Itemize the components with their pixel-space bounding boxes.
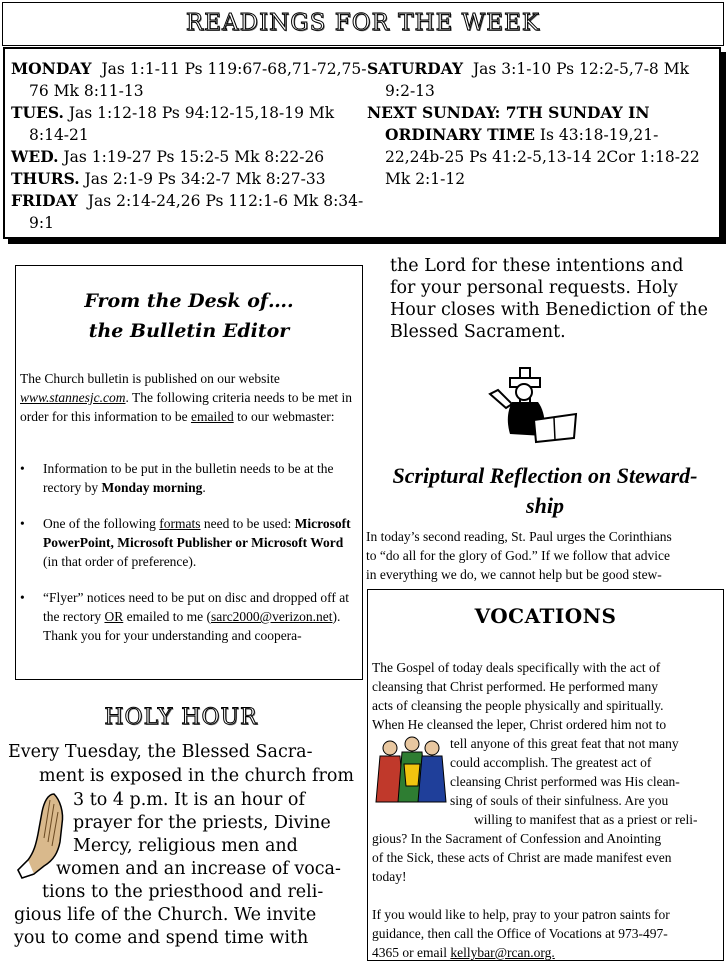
reading-text: Jas 2:14-24,26 Ps 112:1-6 Mk 8:34-9:1 <box>29 192 364 232</box>
reflection-title-line2: ship <box>526 493 564 518</box>
list-item-deadline <box>20 459 360 497</box>
emailed-text: emailed <box>190 409 234 424</box>
reading-text: Jas 2:1-9 Ps 34:2-7 Mk 8:27-33 <box>84 170 326 188</box>
reflection-line: to “do all for the glory of God.” If we follow that advice <box>366 548 671 563</box>
website-link[interactable]: www.stannesjc.com <box>20 390 126 405</box>
bullet-icon: • <box>20 461 25 476</box>
holy-hour-continued-line: the Lord for these intentions and <box>390 256 684 276</box>
email-link[interactable]: sarc2000@verizon.net <box>210 609 333 624</box>
holy-hour-title: HOLY HOUR <box>104 705 258 730</box>
intro-text: to our webmaster: <box>233 409 335 424</box>
vocations-line: tell anyone of this great feat that not many <box>450 736 679 751</box>
reading-text: Jas 1:12-18 Ps 94:12-15,18-19 Mk 8:14-21 <box>29 104 335 144</box>
item-text: One of the following <box>43 516 160 531</box>
vocations-box <box>367 589 724 961</box>
reading-tuesday <box>11 102 367 146</box>
bullet-icon: • <box>20 516 25 531</box>
editor-list <box>20 588 360 645</box>
or-text: OR <box>104 609 124 624</box>
help-text: 4365 or email <box>372 945 451 960</box>
reading-wednesday <box>11 146 367 168</box>
holy-hour-continued-line: for your personal requests. Holy <box>390 278 678 298</box>
saints-figures-icon <box>374 734 448 806</box>
vocations-line: When He cleansed the leper, Christ ordered him not to <box>372 717 667 732</box>
vocations-line: cleansing Christ performed was His clean- <box>450 774 680 789</box>
holy-hour-line: women and an increase of voca- <box>56 859 341 879</box>
item-text: (in that order of preference). <box>43 554 197 569</box>
software-text: Microsoft PowerPoint, Microsoft Publisher or Microsoft Word <box>43 516 351 550</box>
holy-hour-continued-line: Hour closes with Benediction of the <box>390 300 708 320</box>
vocations-line: cleansing that Christ performed. He performed many <box>372 679 659 694</box>
item-text: need to be used: <box>200 516 295 531</box>
editor-list <box>20 459 360 497</box>
reading-text: Jas 1:19-27 Ps 15:2-5 Mk 8:22-26 <box>63 148 325 166</box>
holy-hour-line: tions to the priesthood and reli- <box>42 882 324 902</box>
editor-intro <box>20 369 356 426</box>
editor-list <box>20 514 360 571</box>
holy-hour-line: Every Tuesday, the Blessed Sacra- <box>8 742 313 762</box>
reading-text: Is 43:18-19,21-22,24b-25 Ps 41:2-5,13-14 2Cor 1:18-22 Mk 2:1-12 <box>385 126 700 188</box>
item-text: ). <box>332 609 341 624</box>
reflection-title <box>370 461 720 521</box>
bulletin-editor-box <box>15 265 363 680</box>
list-item-flyer <box>20 588 360 645</box>
reading-monday <box>11 58 367 102</box>
holy-hour-line: ment is exposed in the church from <box>39 766 354 786</box>
readings-right-column <box>367 58 717 190</box>
page-title-box <box>2 2 724 46</box>
item-text: “Flyer” notices need to be put on disc and dropped off at the rectory <box>43 590 350 624</box>
holy-hour-line: prayer for the priests, Divine <box>73 813 331 833</box>
vocations-line: could accomplish. The greatest act of <box>450 755 652 770</box>
page-title: READINGS FOR THE WEEK <box>185 10 541 36</box>
editor-heading-line2: the Bulletin Editor <box>88 320 290 342</box>
vocations-line: The Gospel of today deals specifically with the act of <box>372 660 661 675</box>
vocations-line: acts of cleansing the people physically and spiritually. <box>372 698 664 713</box>
reading-day: TUES. <box>11 103 64 122</box>
readings-left-column <box>11 58 367 234</box>
holy-hour-line: gious life of the Church. We invite <box>14 905 317 925</box>
reading-saturday <box>367 58 717 102</box>
vocations-line: of the Sick, these acts of Christ are made manifest even <box>372 850 672 865</box>
reading-day: MONDAY <box>11 59 92 78</box>
thanks-text: Thank you for your understanding and coopera- <box>43 628 302 643</box>
reading-next-sunday <box>367 102 717 190</box>
intro-text: . The following criteria needs to be met in order for this information to be <box>20 390 353 424</box>
holy-hour-line: 3 to 4 p.m. It is an hour of <box>73 790 305 810</box>
reading-thursday <box>11 168 367 190</box>
holy-hour-continued-line: Blessed Sacrament. <box>390 322 566 342</box>
vocations-line: sing of souls of their sinfulness. Are you <box>450 793 669 808</box>
vocations-line: gious? In the Sacrament of Confession and Anointing <box>372 831 662 846</box>
editor-heading <box>16 286 362 346</box>
intro-text: The Church bulletin is published on our website <box>20 371 280 386</box>
reading-text: Jas 3:1-10 Ps 12:2-5,7-8 Mk 9:2-13 <box>385 60 689 100</box>
reading-day: SATURDAY <box>367 59 464 78</box>
reading-day: FRIDAY <box>11 191 78 210</box>
holy-hour-line: you to come and spend time with <box>14 928 309 948</box>
reflection-line: in everything we do, we cannot help but be good stew- <box>366 567 662 582</box>
preacher-with-bible-icon <box>484 362 578 444</box>
item-text: Information to be put in the bulletin needs to be at the rectory by <box>43 461 334 495</box>
item-text: . <box>202 480 206 495</box>
editor-heading-line1: From the Desk of…. <box>84 290 294 312</box>
reflection-line: In today’s second reading, St. Paul urges the Corinthians <box>366 529 672 544</box>
vocations-line: today! <box>372 869 407 884</box>
reading-day: NEXT SUNDAY: 7TH SUNDAY IN ORDINARY TIME <box>367 103 650 144</box>
reflection-title-line1: Scriptural Reflection on Steward- <box>392 463 698 488</box>
vocations-line: willing to manifest that as a priest or reli- <box>474 812 698 827</box>
reading-text: Jas 1:1-11 Ps 119:67-68,71-72,75-76 Mk 8:11-13 <box>29 60 367 100</box>
deadline-text: Monday morning <box>101 480 203 495</box>
list-item-formats <box>20 514 360 571</box>
item-text: emailed to me ( <box>123 609 211 624</box>
readings-box <box>3 47 721 239</box>
vocations-help-line: If you would like to help, pray to your patron saints for <box>372 907 670 922</box>
bullet-icon: • <box>20 590 25 605</box>
vocations-title: VOCATIONS <box>474 604 617 628</box>
vocations-help-line: guidance, then call the Office of Vocations at 973-497- <box>372 926 668 941</box>
vocations-help-line <box>372 943 555 962</box>
reading-day: THURS. <box>11 169 80 188</box>
vocations-email-link[interactable]: kellybar@rcan.org. <box>450 945 555 960</box>
reading-day: WED. <box>11 147 59 166</box>
formats-text: formats <box>159 516 201 531</box>
holy-hour-line: Mercy, religious men and <box>73 836 298 856</box>
reading-friday <box>11 190 367 234</box>
